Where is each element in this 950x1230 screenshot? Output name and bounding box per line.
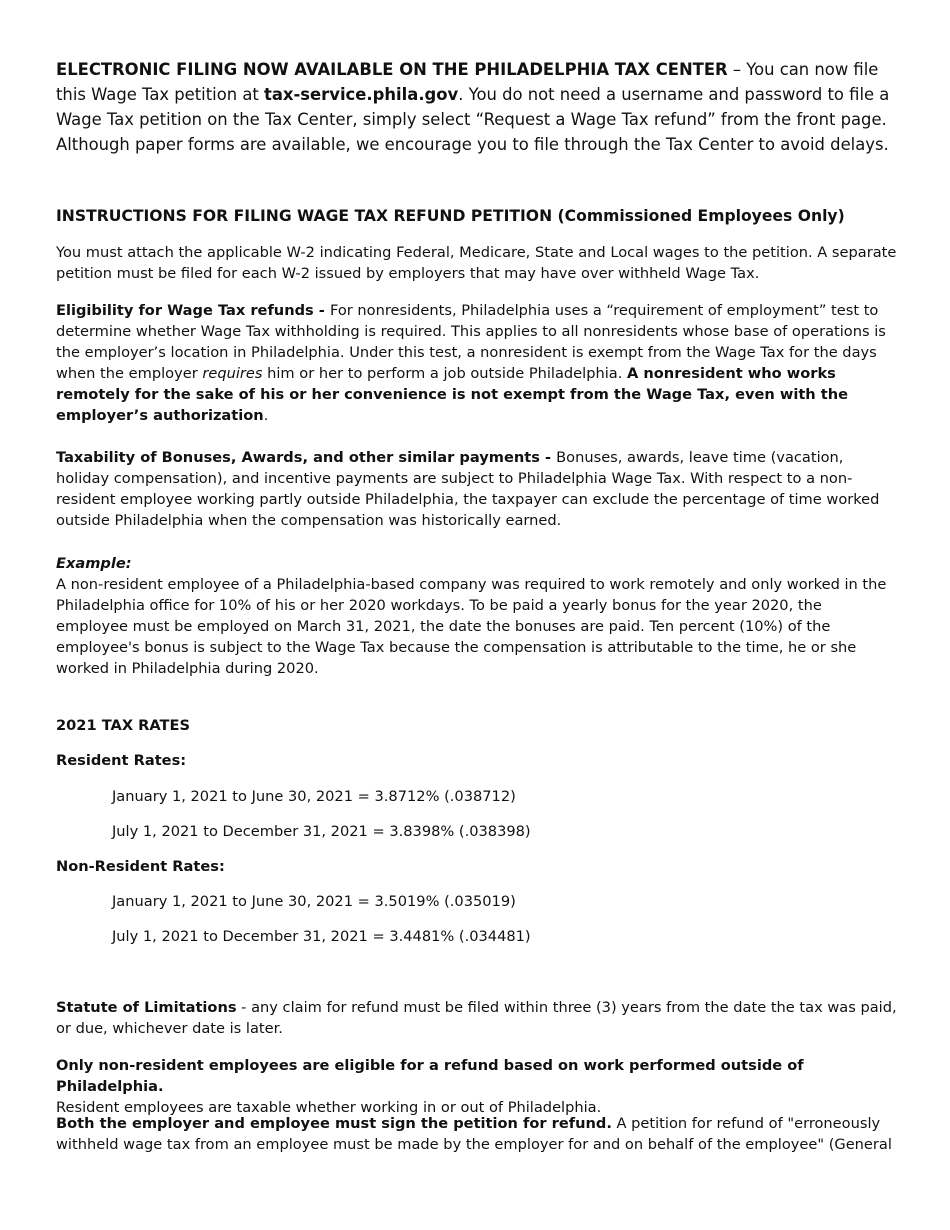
- electronic-filing-text-b: . You do not need a username and password to file a Wage Tax petition on the Tax Center, simply select “Request a Wage Tax refund” from the front page. Although paper forms are available, we encourage you to file through the Tax Center to avoid delays.: [56, 85, 890, 154]
- nonresident-eligibility-text: Resident employees are taxable whether working in or out of Philadelphia.: [56, 1099, 602, 1116]
- signature-paragraph: [56, 1113, 898, 1155]
- resident-rate-second-half: July 1, 2021 to December 31, 2021 = 3.8398% (.038398): [112, 823, 531, 840]
- nonresident-eligibility-paragraph: [56, 1055, 898, 1118]
- taxability-text: Bonuses, awards, leave time (vacation, holiday compensation), and incentive payments are subject to Philadelphia Wage Tax. With respect to a non-resident employee working partly outside Philadelphia, the taxpayer can exclude the percentage of time worked outside Philadelphia when the compensation was historically earned.: [56, 449, 880, 529]
- example-text: A non-resident employee of a Philadelphia-based company was required to work remotely and only worked in the Philadelphia office for 10% of his or her 2020 workdays. To be paid a yearly bonus for the year 2020, the employee must be employed on March 31, 2021, the date the bonuses are paid. Ten percent (10%) of the employee's bonus is subject to the Wage Tax because the compensation is attributable to the time, he or she worked in Philadelphia during 2020.: [56, 576, 887, 677]
- eligibility-end: .: [263, 407, 269, 424]
- eligibility-paragraph: [56, 300, 898, 426]
- nonresident-eligibility-label: Only non-resident employees are eligible for a refund based on work performed outside of Philadelphia.: [56, 1057, 804, 1095]
- eligibility-text-b: him or her to perform a job outside Philadelphia.: [262, 365, 628, 382]
- tax-rates-title: 2021 TAX RATES: [56, 717, 190, 734]
- resident-rates-label: Resident Rates:: [56, 752, 187, 769]
- nonresident-rate-second-half: July 1, 2021 to December 31, 2021 = 3.4481% (.034481): [112, 928, 531, 945]
- eligibility-label: Eligibility for Wage Tax refunds -: [56, 302, 330, 319]
- nonresident-rate-first-half: January 1, 2021 to June 30, 2021 = 3.5019% (.035019): [112, 893, 516, 910]
- statute-text: - any claim for refund must be filed within three (3) years from the date the tax was paid, or due, whichever date is later.: [56, 999, 897, 1037]
- statute-paragraph: [56, 997, 898, 1039]
- instructions-heading: INSTRUCTIONS FOR FILING WAGE TAX REFUND PETITION (Commissioned Employees Only): [56, 207, 845, 225]
- electronic-filing-notice: [56, 57, 898, 157]
- electronic-filing-text-a: – You can now file this Wage Tax petition at: [56, 60, 879, 104]
- signature-label: Both the employer and employee must sign the petition for refund.: [56, 1115, 612, 1132]
- eligibility-emphasis: requires: [202, 365, 263, 382]
- eligibility-text-a: For nonresidents, Philadelphia uses a “requirement of employment” test to determine whether Wage Tax withholding is required. This applies to all nonresidents whose base of operations is the employer’s location in Philadelphia. Under this test, a nonresident is exempt from the Wage Tax for the days when the employer: [56, 302, 886, 382]
- nonresident-rates-label: Non-Resident Rates:: [56, 858, 225, 875]
- example-label: Example:: [56, 555, 132, 572]
- electronic-filing-headline: ELECTRONIC FILING NOW AVAILABLE ON THE PHILADELPHIA TAX CENTER: [56, 60, 728, 79]
- statute-label: Statute of Limitations: [56, 999, 237, 1016]
- attach-w2-paragraph: You must attach the applicable W-2 indicating Federal, Medicare, State and Local wages to the petition. A separate petition must be filed for each W-2 issued by employers that may have over withheld Wage Tax.: [56, 244, 897, 282]
- signature-text: A petition for refund of "erroneously withheld wage tax from an employee must be made by the employer for and on behalf of the employee" (General: [56, 1115, 892, 1153]
- taxability-label: Taxability of Bonuses, Awards, and other similar payments -: [56, 449, 557, 466]
- taxability-paragraph: [56, 447, 898, 531]
- resident-rate-first-half: January 1, 2021 to June 30, 2021 = 3.8712% (.038712): [112, 788, 516, 805]
- tax-center-link[interactable]: tax-service.phila.gov: [264, 85, 459, 104]
- eligibility-bold-statement: A nonresident who works remotely for the sake of his or her convenience is not exempt from the Wage Tax, even with the employer’s authorization: [56, 365, 849, 424]
